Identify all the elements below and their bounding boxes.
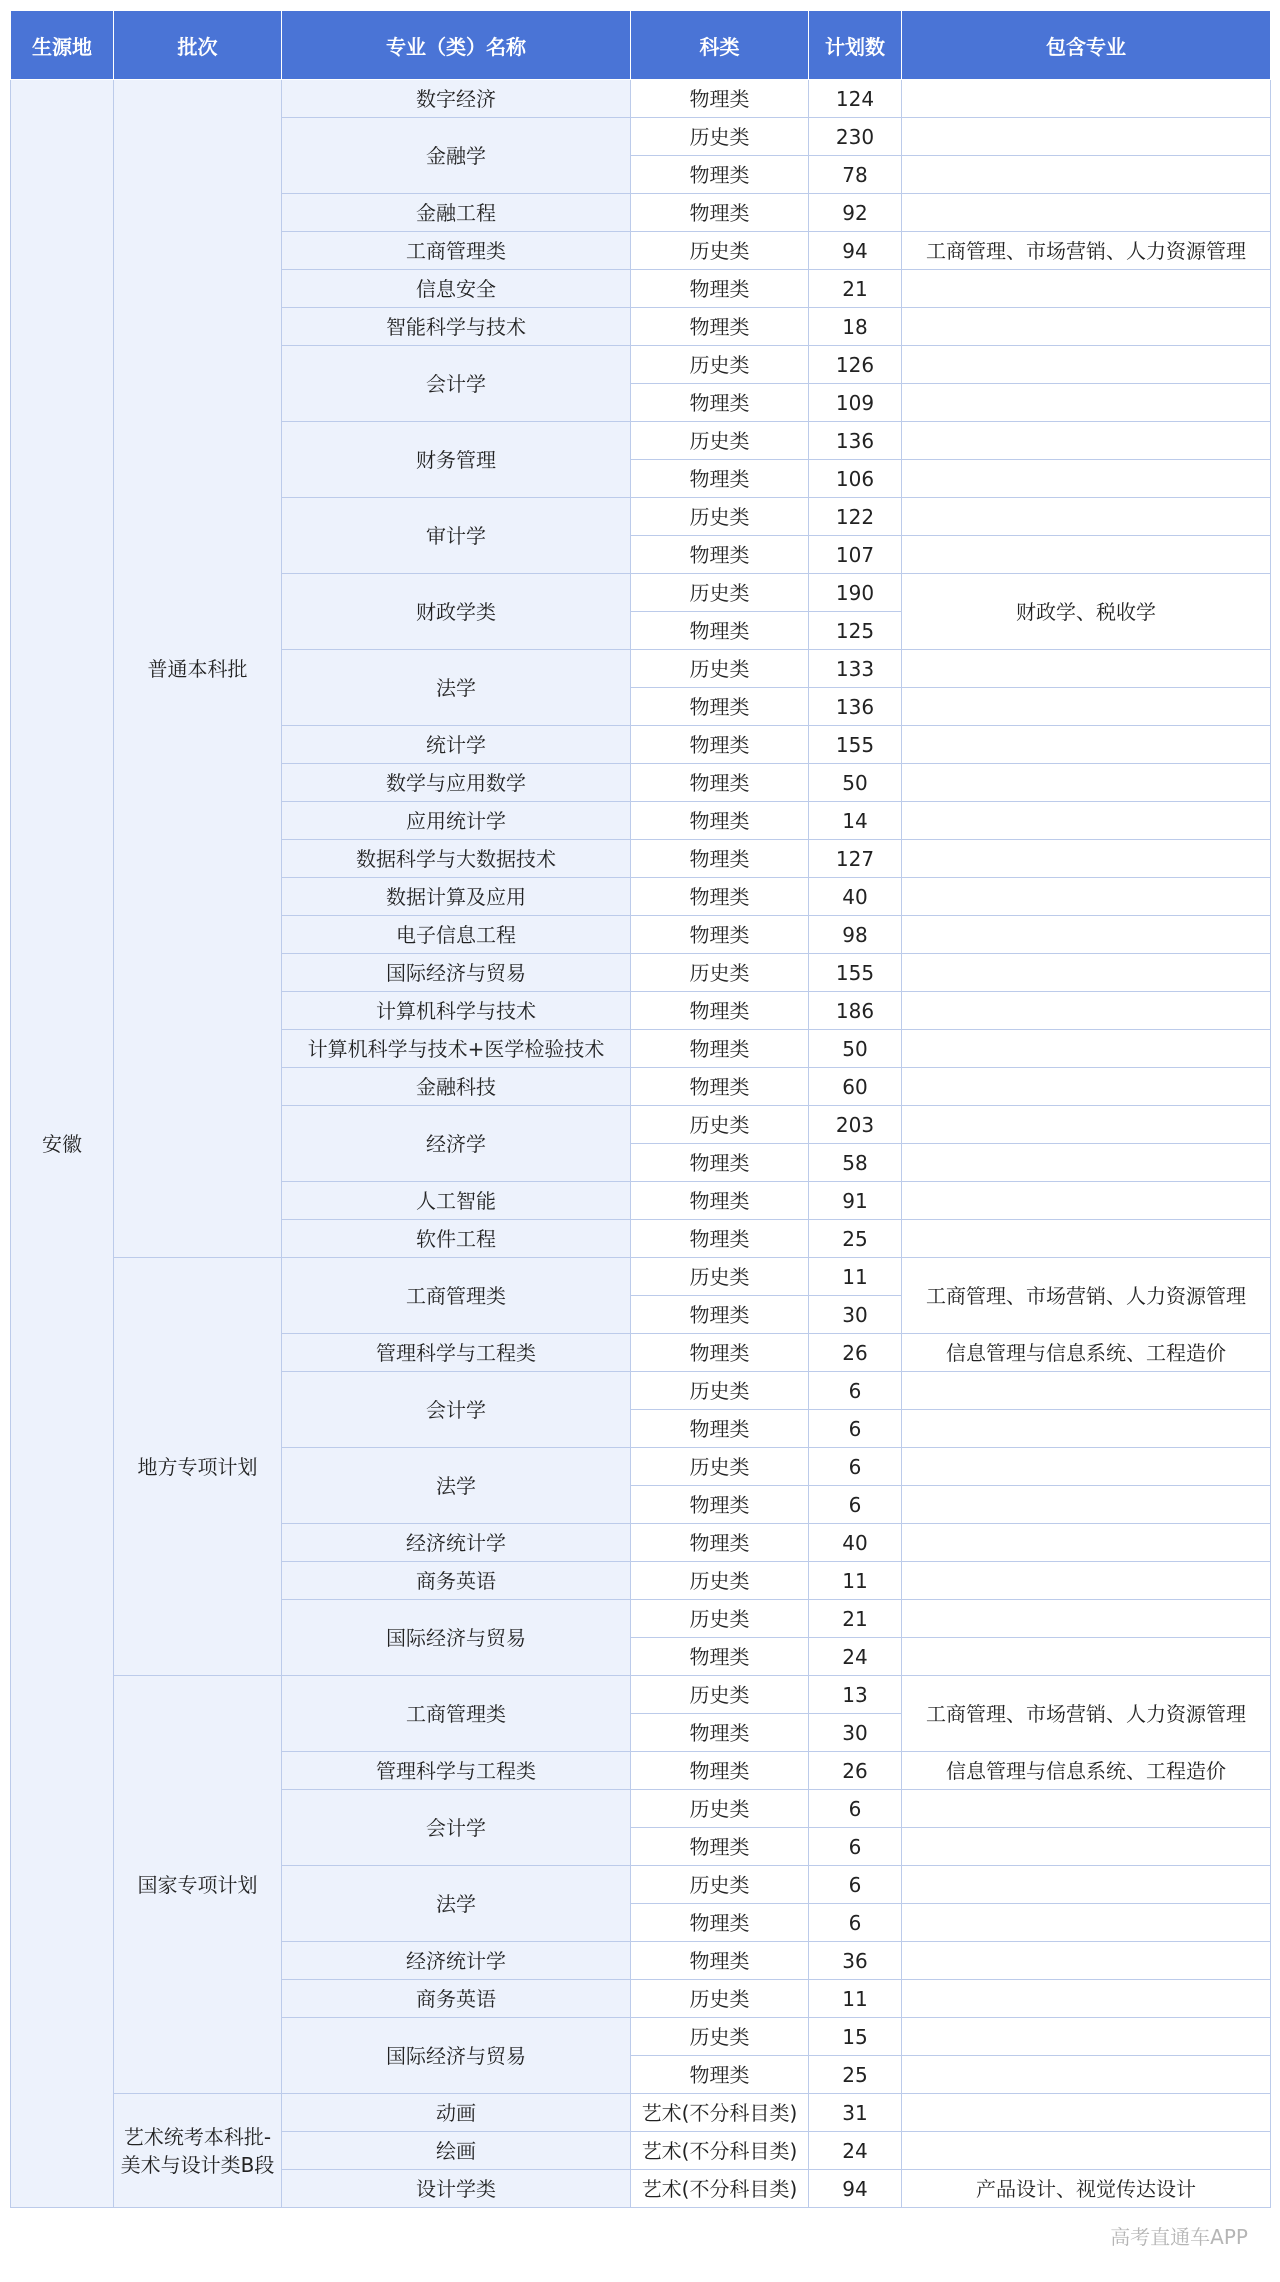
table-row (11, 80, 1271, 118)
plan-count-cell: 155 (809, 726, 902, 764)
included-majors-cell (902, 2018, 1271, 2056)
plan-count-cell: 58 (809, 1144, 902, 1182)
included-majors-cell (902, 1410, 1271, 1448)
plan-count-cell: 31 (809, 2094, 902, 2132)
included-majors-cell (902, 1144, 1271, 1182)
included-majors-cell (902, 1068, 1271, 1106)
category-cell: 艺术(不分科目类) (631, 2170, 809, 2208)
plan-count-cell: 6 (809, 1790, 902, 1828)
included-majors-cell (902, 2132, 1271, 2170)
category-cell: 物理类 (631, 384, 809, 422)
plan-count-cell: 14 (809, 802, 902, 840)
category-cell: 物理类 (631, 460, 809, 498)
included-majors-cell (902, 2056, 1271, 2094)
category-cell: 历史类 (631, 346, 809, 384)
included-majors-cell (902, 1372, 1271, 1410)
category-cell: 历史类 (631, 650, 809, 688)
included-majors-cell (902, 156, 1271, 194)
category-cell: 历史类 (631, 574, 809, 612)
major-name-cell: 动画 (282, 2094, 631, 2132)
category-cell: 物理类 (631, 992, 809, 1030)
major-name-cell: 设计学类 (282, 2170, 631, 2208)
plan-count-cell: 190 (809, 574, 902, 612)
plan-count-cell: 6 (809, 1448, 902, 1486)
origin-cell: 安徽 (11, 80, 114, 2208)
category-cell: 历史类 (631, 1258, 809, 1296)
category-cell: 物理类 (631, 1410, 809, 1448)
plan-count-cell: 230 (809, 118, 902, 156)
included-majors-cell (902, 1638, 1271, 1676)
included-majors-cell (902, 1448, 1271, 1486)
category-cell: 物理类 (631, 840, 809, 878)
enrollment-plan-table (10, 10, 1271, 2208)
category-cell: 物理类 (631, 1144, 809, 1182)
major-name-cell: 电子信息工程 (282, 916, 631, 954)
plan-count-cell: 36 (809, 1942, 902, 1980)
plan-count-cell: 11 (809, 1258, 902, 1296)
plan-count-cell: 50 (809, 1030, 902, 1068)
major-name-cell: 国际经济与贸易 (282, 1600, 631, 1676)
plan-count-cell: 109 (809, 384, 902, 422)
major-name-cell: 人工智能 (282, 1182, 631, 1220)
included-majors-cell (902, 308, 1271, 346)
batch-cell: 地方专项计划 (114, 1258, 282, 1676)
plan-count-cell: 94 (809, 232, 902, 270)
plan-count-cell: 127 (809, 840, 902, 878)
plan-count-cell: 155 (809, 954, 902, 992)
included-majors-cell (902, 80, 1271, 118)
plan-count-cell: 50 (809, 764, 902, 802)
category-cell: 物理类 (631, 1068, 809, 1106)
category-cell: 物理类 (631, 802, 809, 840)
category-cell: 历史类 (631, 1790, 809, 1828)
header-category: 科类 (631, 11, 809, 80)
major-name-cell: 财政学类 (282, 574, 631, 650)
included-majors-cell (902, 726, 1271, 764)
plan-count-cell: 136 (809, 422, 902, 460)
category-cell: 物理类 (631, 1220, 809, 1258)
major-name-cell: 商务英语 (282, 1980, 631, 2018)
major-name-cell: 国际经济与贸易 (282, 2018, 631, 2094)
included-majors-cell (902, 1828, 1271, 1866)
category-cell: 物理类 (631, 878, 809, 916)
category-cell: 物理类 (631, 688, 809, 726)
plan-count-cell: 6 (809, 1866, 902, 1904)
plan-count-cell: 26 (809, 1752, 902, 1790)
included-majors-cell (902, 1524, 1271, 1562)
category-cell: 物理类 (631, 2056, 809, 2094)
category-cell: 物理类 (631, 916, 809, 954)
included-majors-cell (902, 1106, 1271, 1144)
plan-count-cell: 26 (809, 1334, 902, 1372)
category-cell: 物理类 (631, 612, 809, 650)
plan-count-cell: 136 (809, 688, 902, 726)
major-name-cell: 经济学 (282, 1106, 631, 1182)
category-cell: 历史类 (631, 1980, 809, 2018)
major-name-cell: 国际经济与贸易 (282, 954, 631, 992)
included-majors-cell (902, 1030, 1271, 1068)
included-majors-cell: 工商管理、市场营销、人力资源管理 (902, 1258, 1271, 1334)
category-cell: 物理类 (631, 270, 809, 308)
plan-count-cell: 124 (809, 80, 902, 118)
major-name-cell: 会计学 (282, 1372, 631, 1448)
included-majors-cell (902, 764, 1271, 802)
major-name-cell: 计算机科学与技术+医学检验技术 (282, 1030, 631, 1068)
plan-count-cell: 98 (809, 916, 902, 954)
major-name-cell: 工商管理类 (282, 1676, 631, 1752)
category-cell: 物理类 (631, 308, 809, 346)
major-name-cell: 财务管理 (282, 422, 631, 498)
included-majors-cell (902, 1220, 1271, 1258)
included-majors-cell (902, 460, 1271, 498)
plan-count-cell: 78 (809, 156, 902, 194)
plan-count-cell: 106 (809, 460, 902, 498)
included-majors-cell (902, 1942, 1271, 1980)
major-name-cell: 工商管理类 (282, 1258, 631, 1334)
included-majors-cell (902, 1790, 1271, 1828)
category-cell: 物理类 (631, 156, 809, 194)
included-majors-cell: 工商管理、市场营销、人力资源管理 (902, 1676, 1271, 1752)
major-name-cell: 商务英语 (282, 1562, 631, 1600)
major-name-cell: 经济统计学 (282, 1942, 631, 1980)
major-name-cell: 金融工程 (282, 194, 631, 232)
watermark-text: 高考直通车APP (1110, 2225, 1248, 2249)
major-name-cell: 数学与应用数学 (282, 764, 631, 802)
category-cell: 物理类 (631, 1524, 809, 1562)
included-majors-cell: 工商管理、市场营销、人力资源管理 (902, 232, 1271, 270)
included-majors-cell: 财政学、税收学 (902, 574, 1271, 650)
major-name-cell: 会计学 (282, 1790, 631, 1866)
category-cell: 历史类 (631, 1866, 809, 1904)
major-name-cell: 数据科学与大数据技术 (282, 840, 631, 878)
category-cell: 物理类 (631, 764, 809, 802)
plan-count-cell: 6 (809, 1372, 902, 1410)
plan-count-cell: 186 (809, 992, 902, 1030)
plan-count-cell: 60 (809, 1068, 902, 1106)
plan-count-cell: 25 (809, 2056, 902, 2094)
category-cell: 历史类 (631, 498, 809, 536)
category-cell: 历史类 (631, 954, 809, 992)
included-majors-cell (902, 916, 1271, 954)
major-name-cell: 数据计算及应用 (282, 878, 631, 916)
category-cell: 历史类 (631, 1372, 809, 1410)
category-cell: 艺术(不分科目类) (631, 2132, 809, 2170)
header-plan-count: 计划数 (809, 11, 902, 80)
category-cell: 物理类 (631, 1752, 809, 1790)
category-cell: 历史类 (631, 1562, 809, 1600)
major-name-cell: 绘画 (282, 2132, 631, 2170)
included-majors-cell (902, 878, 1271, 916)
included-majors-cell (902, 992, 1271, 1030)
plan-count-cell: 125 (809, 612, 902, 650)
plan-count-cell: 6 (809, 1904, 902, 1942)
table-row (11, 1258, 1271, 1296)
included-majors-cell (902, 650, 1271, 688)
major-name-cell: 软件工程 (282, 1220, 631, 1258)
major-name-cell: 会计学 (282, 346, 631, 422)
category-cell: 历史类 (631, 2018, 809, 2056)
major-name-cell: 管理科学与工程类 (282, 1752, 631, 1790)
category-cell: 物理类 (631, 1182, 809, 1220)
batch-cell: 艺术统考本科批-美术与设计类B段 (114, 2094, 282, 2208)
major-name-cell: 工商管理类 (282, 232, 631, 270)
plan-count-cell: 18 (809, 308, 902, 346)
table-row (11, 2094, 1271, 2132)
included-majors-cell (902, 1486, 1271, 1524)
plan-count-cell: 24 (809, 1638, 902, 1676)
plan-count-cell: 40 (809, 1524, 902, 1562)
batch-cell: 普通本科批 (114, 80, 282, 1258)
header-major: 专业（类）名称 (282, 11, 631, 80)
major-name-cell: 数字经济 (282, 80, 631, 118)
plan-count-cell: 30 (809, 1714, 902, 1752)
category-cell: 历史类 (631, 1448, 809, 1486)
major-name-cell: 经济统计学 (282, 1524, 631, 1562)
plan-count-cell: 25 (809, 1220, 902, 1258)
plan-count-cell: 94 (809, 2170, 902, 2208)
category-cell: 物理类 (631, 1638, 809, 1676)
category-cell: 历史类 (631, 1600, 809, 1638)
category-cell: 历史类 (631, 1106, 809, 1144)
plan-count-cell: 91 (809, 1182, 902, 1220)
plan-count-cell: 11 (809, 1980, 902, 2018)
major-name-cell: 管理科学与工程类 (282, 1334, 631, 1372)
plan-count-cell: 24 (809, 2132, 902, 2170)
plan-count-cell: 6 (809, 1828, 902, 1866)
plan-count-cell: 107 (809, 536, 902, 574)
category-cell: 物理类 (631, 1828, 809, 1866)
included-majors-cell (902, 954, 1271, 992)
category-cell: 物理类 (631, 726, 809, 764)
category-cell: 物理类 (631, 1334, 809, 1372)
plan-count-cell: 92 (809, 194, 902, 232)
category-cell: 物理类 (631, 1030, 809, 1068)
plan-count-cell: 30 (809, 1296, 902, 1334)
included-majors-cell (902, 384, 1271, 422)
included-majors-cell (902, 270, 1271, 308)
included-majors-cell (902, 2094, 1271, 2132)
plan-count-cell: 133 (809, 650, 902, 688)
batch-cell: 国家专项计划 (114, 1676, 282, 2094)
plan-count-cell: 13 (809, 1676, 902, 1714)
plan-count-cell: 6 (809, 1486, 902, 1524)
included-majors-cell (902, 1866, 1271, 1904)
major-name-cell: 法学 (282, 1448, 631, 1524)
included-majors-cell (902, 498, 1271, 536)
category-cell: 物理类 (631, 1714, 809, 1752)
plan-count-cell: 11 (809, 1562, 902, 1600)
category-cell: 物理类 (631, 80, 809, 118)
included-majors-cell (902, 1600, 1271, 1638)
major-name-cell: 统计学 (282, 726, 631, 764)
included-majors-cell (902, 802, 1271, 840)
plan-count-cell: 203 (809, 1106, 902, 1144)
major-name-cell: 智能科学与技术 (282, 308, 631, 346)
included-majors-cell (902, 422, 1271, 460)
category-cell: 物理类 (631, 1904, 809, 1942)
plan-count-cell: 126 (809, 346, 902, 384)
plan-count-cell: 15 (809, 2018, 902, 2056)
major-name-cell: 信息安全 (282, 270, 631, 308)
category-cell: 物理类 (631, 1486, 809, 1524)
category-cell: 物理类 (631, 536, 809, 574)
plan-count-cell: 21 (809, 1600, 902, 1638)
category-cell: 历史类 (631, 118, 809, 156)
included-majors-cell: 信息管理与信息系统、工程造价 (902, 1334, 1271, 1372)
category-cell: 历史类 (631, 1676, 809, 1714)
plan-count-cell: 21 (809, 270, 902, 308)
included-majors-cell (902, 1562, 1271, 1600)
enrollment-plan-table-container (10, 10, 1270, 2272)
major-name-cell: 应用统计学 (282, 802, 631, 840)
major-name-cell: 计算机科学与技术 (282, 992, 631, 1030)
category-cell: 历史类 (631, 422, 809, 460)
included-majors-cell (902, 1980, 1271, 2018)
category-cell: 艺术(不分科目类) (631, 2094, 809, 2132)
category-cell: 历史类 (631, 232, 809, 270)
included-majors-cell (902, 1182, 1271, 1220)
category-cell: 物理类 (631, 1942, 809, 1980)
major-name-cell: 法学 (282, 650, 631, 726)
category-cell: 物理类 (631, 1296, 809, 1334)
included-majors-cell (902, 536, 1271, 574)
included-majors-cell (902, 194, 1271, 232)
included-majors-cell: 信息管理与信息系统、工程造价 (902, 1752, 1271, 1790)
plan-count-cell: 40 (809, 878, 902, 916)
major-name-cell: 法学 (282, 1866, 631, 1942)
included-majors-cell: 产品设计、视觉传达设计 (902, 2170, 1271, 2208)
included-majors-cell (902, 1904, 1271, 1942)
plan-count-cell: 6 (809, 1410, 902, 1448)
major-name-cell: 审计学 (282, 498, 631, 574)
table-header-row (11, 11, 1271, 80)
included-majors-cell (902, 688, 1271, 726)
header-origin: 生源地 (11, 11, 114, 80)
header-batch: 批次 (114, 11, 282, 80)
plan-count-cell: 122 (809, 498, 902, 536)
included-majors-cell (902, 346, 1271, 384)
major-name-cell: 金融科技 (282, 1068, 631, 1106)
included-majors-cell (902, 840, 1271, 878)
included-majors-cell (902, 118, 1271, 156)
major-name-cell: 金融学 (282, 118, 631, 194)
header-included-majors: 包含专业 (902, 11, 1271, 80)
category-cell: 物理类 (631, 194, 809, 232)
table-row (11, 1676, 1271, 1714)
table-body (11, 80, 1271, 2208)
